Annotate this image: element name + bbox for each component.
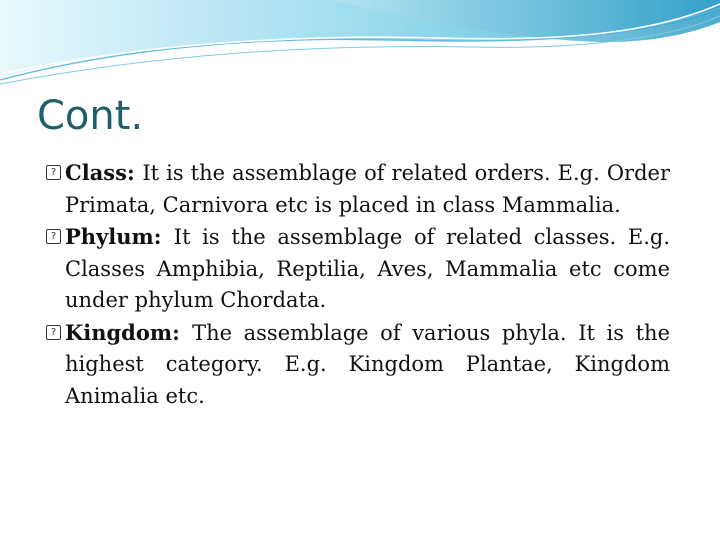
term-description: It is the assemblage of related orders. E.g. Order Primata, Carnivora etc is placed in class Mammalia. <box>65 161 670 217</box>
bullet-box-icon: ? <box>46 325 61 340</box>
bullet-box-icon: ? <box>46 165 61 180</box>
bullet-box-icon: ? <box>46 229 61 244</box>
term-label: Class: <box>65 160 143 185</box>
term-description: The assemblage of various phyla. It is the highest category. E.g. Kingdom Plantae, Kingdom Animalia etc. <box>65 320 671 408</box>
term-description: It is the assemblage of related classes. E.g. Classes Amphibia, Reptilia, Aves, Mammalia etc come under phylum Chordata. <box>65 225 670 312</box>
slide-title: Cont. <box>37 93 144 139</box>
list-item-kingdom <box>44 317 670 413</box>
list-item-class <box>44 157 670 221</box>
term-label: Phylum: <box>65 224 174 249</box>
list-item-phylum <box>44 221 670 317</box>
term-label: Kingdom: <box>65 319 193 345</box>
bullet-list <box>44 157 670 412</box>
header-wave-decoration <box>0 0 720 90</box>
